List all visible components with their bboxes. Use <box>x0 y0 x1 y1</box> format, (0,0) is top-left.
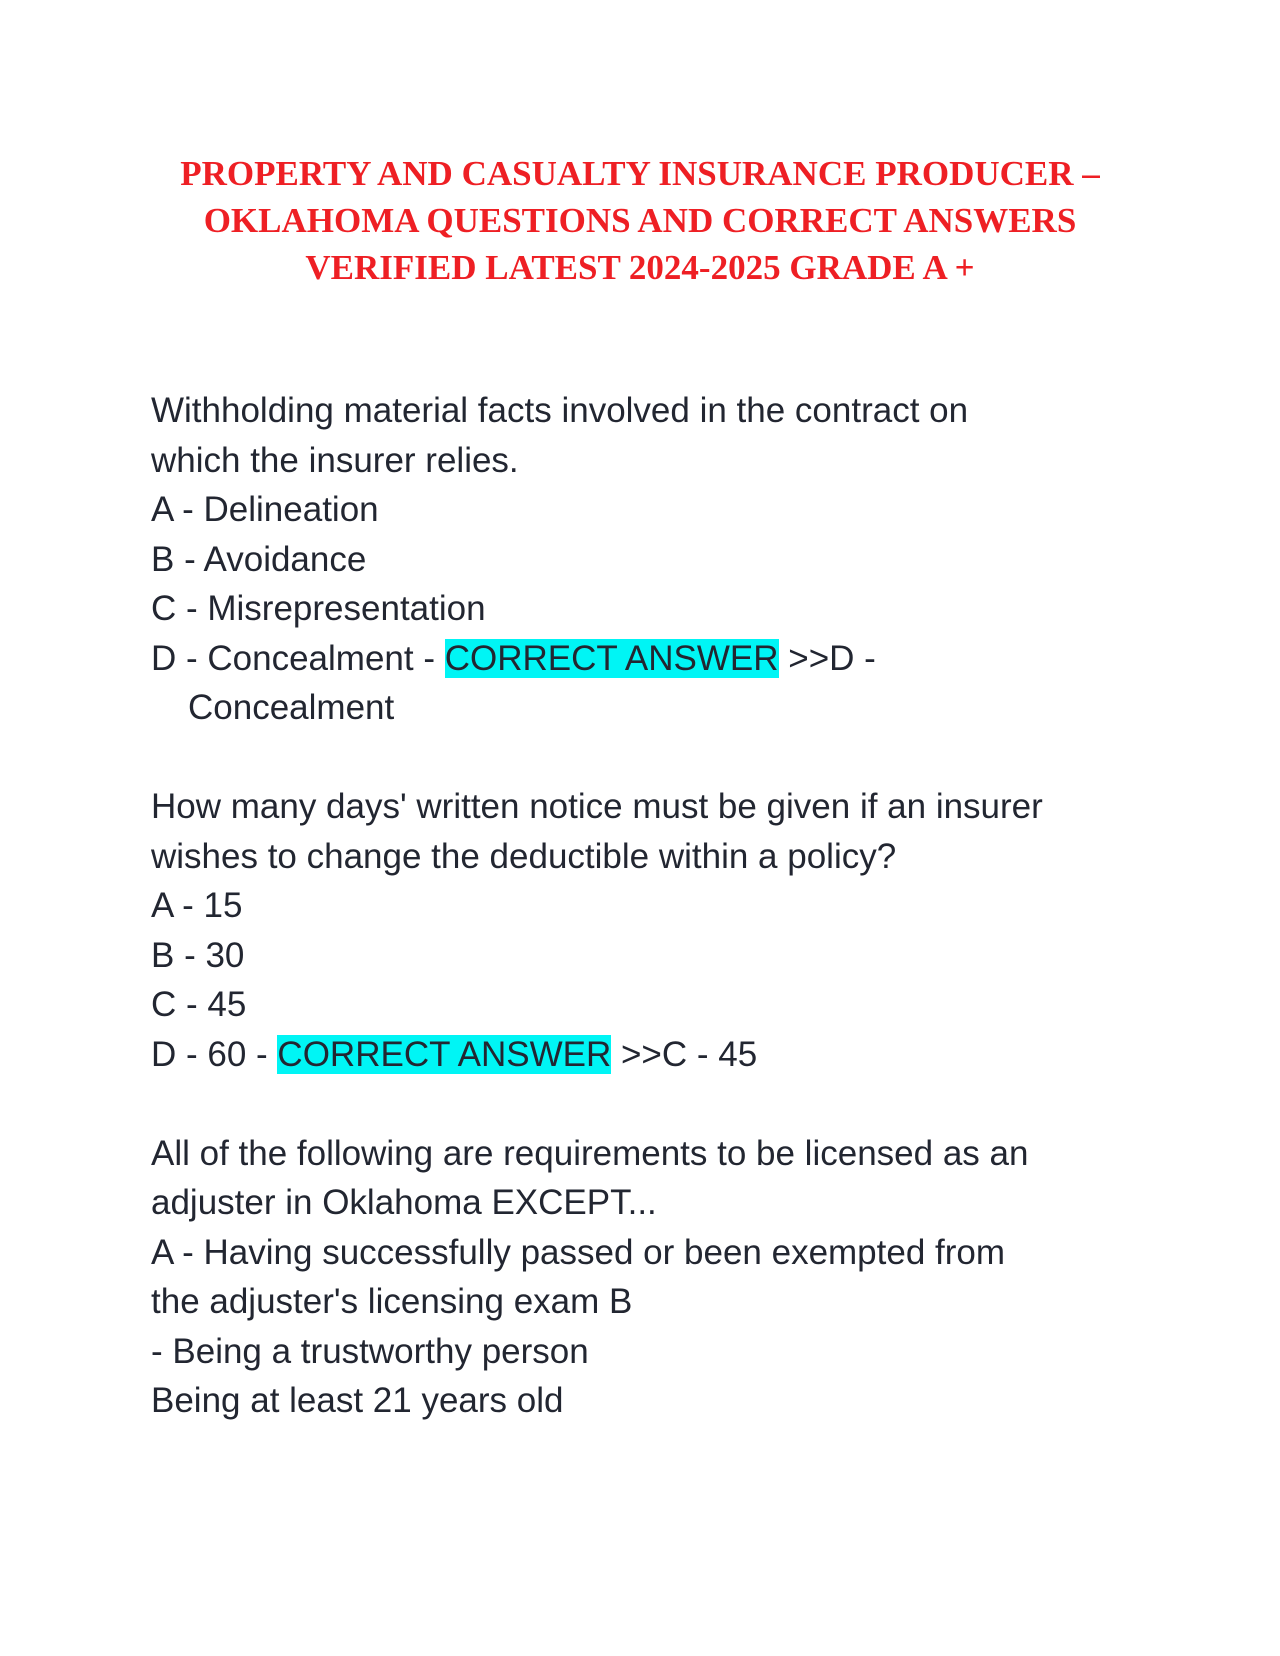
option-line: Being at least 21 years old <box>151 1381 564 1420</box>
option-b: B - 30 <box>151 935 245 975</box>
option-c: C - 45 <box>151 985 247 1024</box>
option-a: A - Delineation <box>151 490 379 529</box>
title-line-3: VERIFIED LATEST 2024-2025 GRADE A + <box>305 248 975 287</box>
question-text-line: All of the following are requirements to be licensed as an <box>151 1133 1029 1173</box>
option-line: - Being a trustworthy person <box>151 1331 589 1371</box>
spacer <box>151 1079 1151 1129</box>
answer-text-continued: Concealment <box>188 688 395 727</box>
document-title <box>150 150 1130 291</box>
option-line: the adjuster's licensing exam B <box>151 1282 633 1321</box>
question-text-line: adjuster in Oklahoma EXCEPT... <box>151 1183 657 1222</box>
spacer <box>151 733 1151 783</box>
correct-answer-highlight: CORRECT ANSWER <box>444 638 779 678</box>
question-2 <box>151 782 1151 1079</box>
question-text-line: How many days' written notice must be given if an insurer <box>151 787 1043 826</box>
correct-answer-highlight: CORRECT ANSWER <box>277 1034 612 1074</box>
option-a: A - 15 <box>151 886 243 925</box>
option-line: A - Having successfully passed or been exempted from <box>151 1232 1006 1272</box>
question-text-line: wishes to change the deductible within a policy? <box>151 836 897 876</box>
option-d-text: D - Concealment - <box>151 638 445 678</box>
option-b: B - Avoidance <box>151 539 367 579</box>
document-body <box>151 386 1151 1426</box>
answer-text: >>C - 45 <box>611 1034 758 1074</box>
question-text-line: Withholding material facts involved in the contract on <box>151 391 969 430</box>
option-d-text: D - 60 - <box>151 1034 278 1074</box>
option-d <box>151 1030 1151 1080</box>
title-line-2: OKLAHOMA QUESTIONS AND CORRECT ANSWERS <box>203 201 1077 240</box>
question-1 <box>151 386 1151 733</box>
option-d <box>151 634 1151 684</box>
option-c: C - Misrepresentation <box>151 589 486 628</box>
title-line-1: PROPERTY AND CASUALTY INSURANCE PRODUCER – <box>180 154 1100 193</box>
question-3 <box>151 1129 1151 1426</box>
question-text-line: which the insurer relies. <box>151 440 519 480</box>
answer-text: >>D - <box>778 638 876 678</box>
